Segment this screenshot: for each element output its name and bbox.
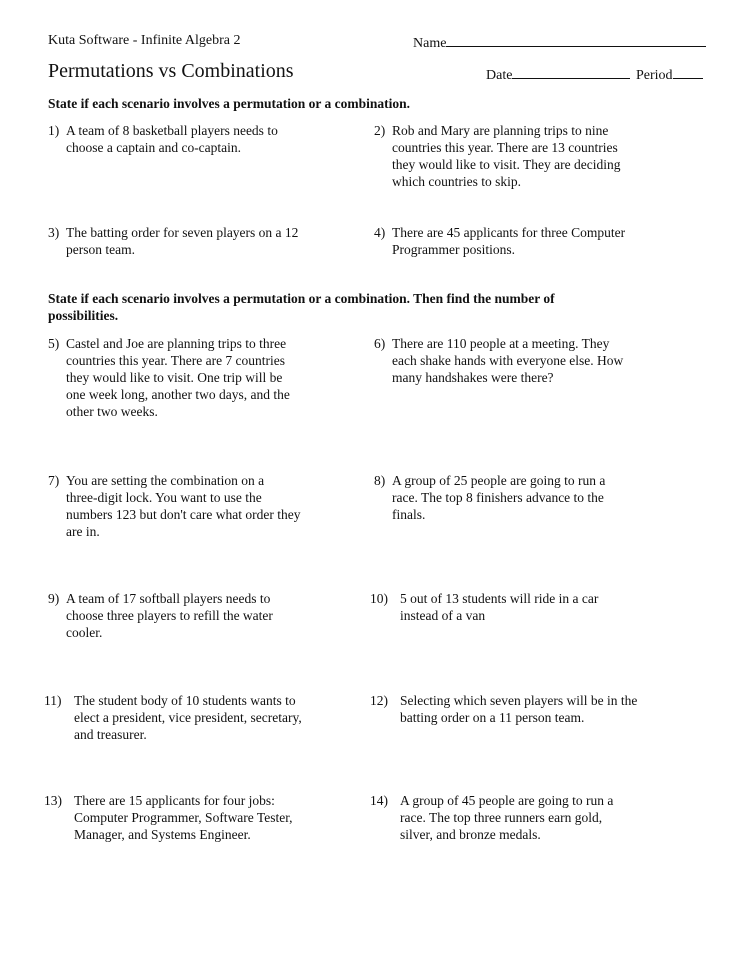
problem-text [392, 335, 623, 386]
instruction-line: State if each scenario involves a permutation or a combination. Then find the number of [48, 291, 555, 306]
problem-text [66, 335, 290, 420]
problem-line: they would like to visit. One trip will be [66, 370, 283, 385]
date-label: Date [486, 68, 513, 83]
problem-text [66, 122, 278, 156]
worksheet-title: Permutations vs Combinations [48, 60, 294, 82]
problem-line: and treasurer. [74, 727, 147, 742]
problem-line: instead of a van [400, 608, 486, 623]
problem-text [66, 590, 273, 641]
name-field[interactable] [413, 33, 706, 52]
problem-line: countries this year. There are 7 countries [66, 353, 286, 368]
problem-text [400, 792, 613, 843]
problem-line: choose three players to refill the water [66, 608, 273, 623]
period-blank[interactable] [673, 65, 703, 79]
problem-line: batting order on a 11 person team. [400, 710, 585, 725]
problem-text [400, 590, 598, 624]
name-blank[interactable] [446, 33, 706, 47]
problem-line: they would like to visit. They are deciding [392, 157, 621, 172]
problem-number: 12) [370, 693, 388, 708]
section-2-instruction [48, 290, 555, 324]
problem-text [74, 792, 293, 843]
section-1-instruction [48, 95, 410, 112]
problem-line: A group of 25 people are going to run a [392, 473, 606, 488]
problem-line: one week long, another two days, and the [66, 387, 290, 402]
problem-line: There are 45 applicants for three Computer [392, 225, 626, 240]
problem-number: 1) [48, 123, 60, 138]
problem-line: are in. [66, 524, 100, 539]
problem-line: three-digit lock. You want to use the [66, 490, 262, 505]
problem-number: 8) [374, 473, 386, 488]
problem-line: elect a president, vice president, secretary, [74, 710, 302, 725]
problem-line: Manager, and Systems Engineer. [74, 827, 251, 842]
date-blank[interactable] [512, 65, 630, 79]
problem-number: 9) [48, 591, 60, 606]
problem-line: finals. [392, 507, 426, 522]
problem-line: choose a captain and co-captain. [66, 140, 242, 155]
problem-line: A team of 17 softball players needs to [66, 591, 271, 606]
problem-text [392, 122, 620, 190]
period-label: Period [635, 68, 673, 83]
problem-text [66, 472, 301, 540]
problem-text [392, 472, 605, 523]
problem-line: Castel and Joe are planning trips to three [66, 336, 287, 351]
problem-line: There are 15 applicants for four jobs: [74, 793, 275, 808]
problem-text [74, 692, 302, 743]
problem-line: race. The top three runners earn gold, [400, 810, 603, 825]
problem-line: silver, and bronze medals. [400, 827, 541, 842]
problem-number: 6) [374, 336, 386, 351]
problem-number: 7) [48, 473, 60, 488]
problem-line: countries this year. There are 13 countries [392, 140, 618, 155]
problem-line: cooler. [66, 625, 103, 640]
problem-number: 4) [374, 225, 386, 240]
problem-number: 11) [44, 693, 62, 708]
problem-line: Rob and Mary are planning trips to nine [392, 123, 609, 138]
problem-line: There are 110 people at a meeting. They [392, 336, 610, 351]
problem-line: Computer Programmer, Software Tester, [74, 810, 293, 825]
problem-line: You are setting the combination on a [66, 473, 265, 488]
instruction-line: State if each scenario involves a permutation or a combination. [48, 96, 410, 111]
name-label: Name [413, 36, 447, 51]
problem-text [400, 692, 637, 726]
problem-line: each shake hands with everyone else. How [392, 353, 624, 368]
date-field[interactable] [486, 65, 703, 84]
problem-line: The student body of 10 students wants to [74, 693, 296, 708]
problem-text [66, 224, 298, 258]
problem-text [392, 224, 625, 258]
problem-line: Programmer positions. [392, 242, 515, 257]
problem-line: numbers 123 but don't care what order they [66, 507, 301, 522]
problem-number: 5) [48, 336, 60, 351]
software-label: Kuta Software - Infinite Algebra 2 [48, 33, 241, 48]
problem-line: other two weeks. [66, 404, 158, 419]
problem-number: 13) [44, 793, 62, 808]
problem-line: The batting order for seven players on a 12 [66, 225, 299, 240]
problem-line: race. The top 8 finishers advance to the [392, 490, 604, 505]
problem-line: A group of 45 people are going to run a [400, 793, 614, 808]
problem-number: 3) [48, 225, 60, 240]
problem-line: 5 out of 13 students will ride in a car [400, 591, 599, 606]
problem-number: 10) [370, 591, 388, 606]
problem-number: 2) [374, 123, 386, 138]
problem-line: many handshakes were there? [392, 370, 554, 385]
problem-line: person team. [66, 242, 135, 257]
problem-line: A team of 8 basketball players needs to [66, 123, 278, 138]
instruction-line: possibilities. [48, 308, 119, 323]
problem-line: which countries to skip. [392, 174, 521, 189]
problem-line: Selecting which seven players will be in the [400, 693, 638, 708]
problem-number: 14) [370, 793, 388, 808]
